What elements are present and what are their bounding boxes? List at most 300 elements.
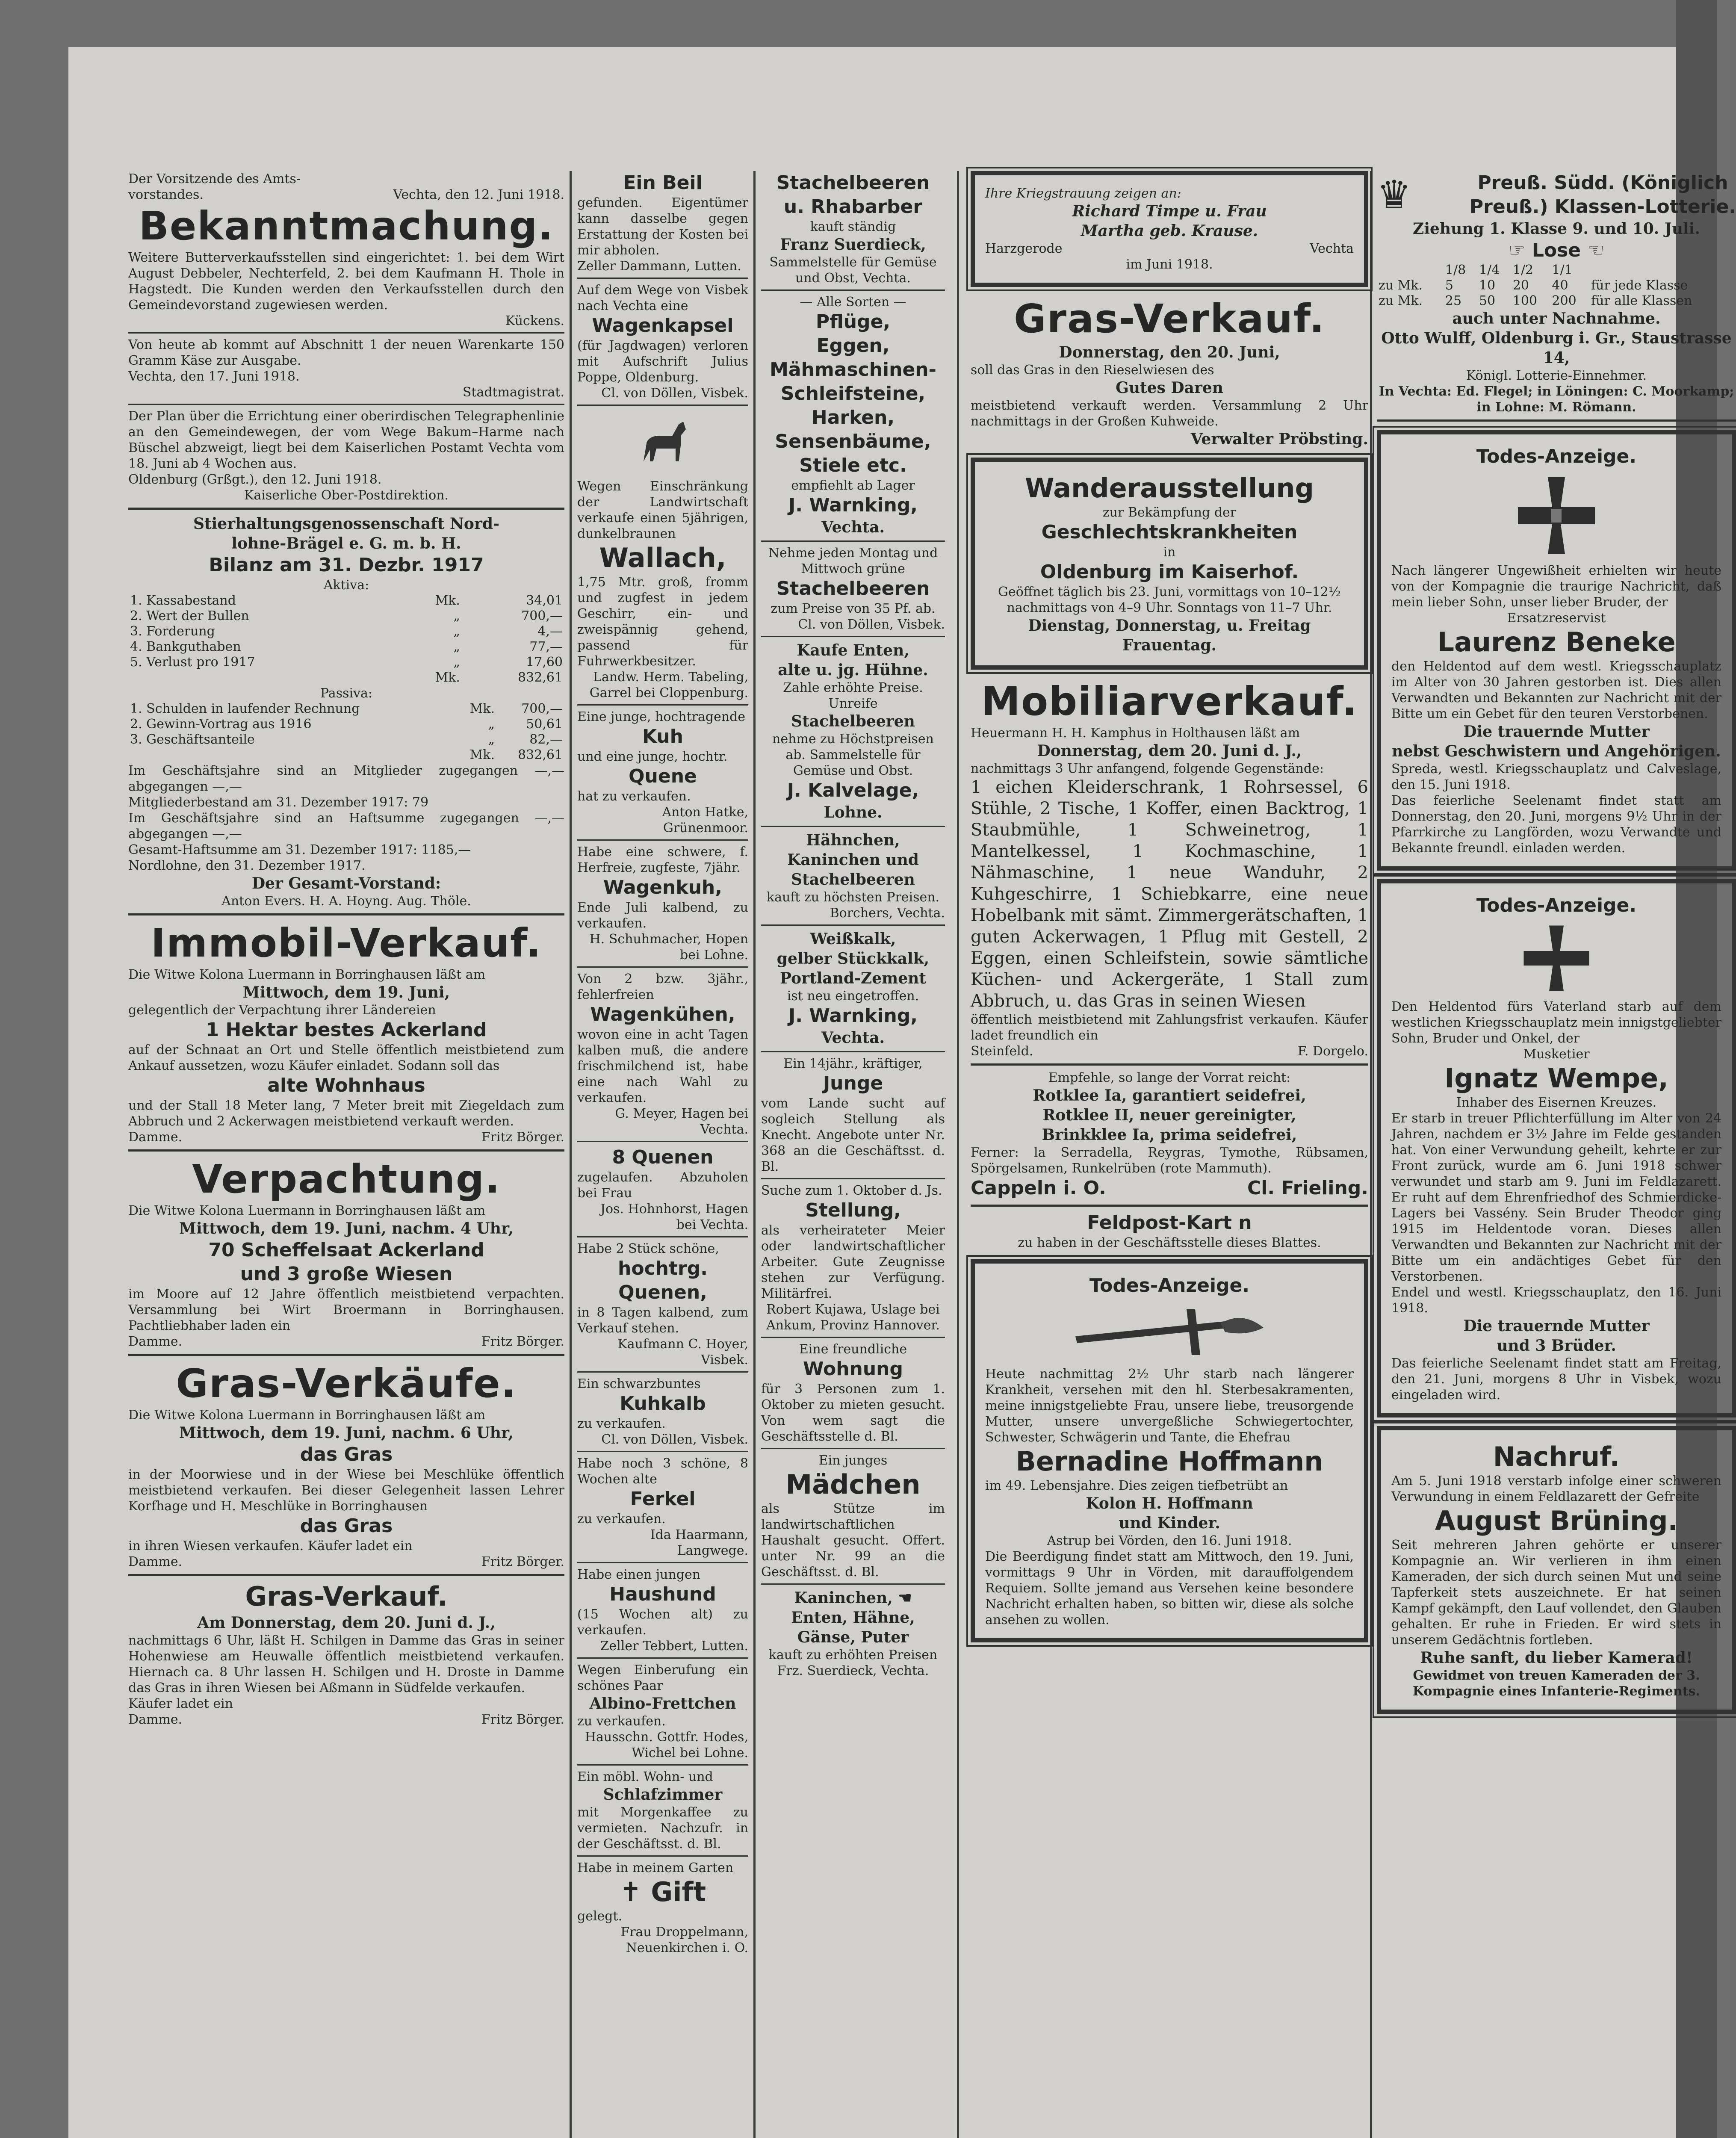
ad-place: Damme.	[128, 1554, 183, 1569]
obituary-name: Bernadine Hoffmann	[1016, 1446, 1323, 1477]
ad-verpachtung	[128, 1156, 564, 1350]
ad-date: im Juni 1918.	[1126, 257, 1213, 272]
ad-body: Habe 2 Stück schöne,	[577, 1241, 719, 1256]
amount: 700,—	[521, 701, 563, 716]
ad-title: Wagenkuh,	[603, 877, 722, 898]
obituary-beneke	[1377, 430, 1736, 871]
ad-title: Wanderausstellung	[1025, 472, 1314, 504]
ad-body: Zahle erhöhte Preise. Unreife	[783, 680, 923, 711]
ad-body: empfiehlt ab Lager	[791, 478, 915, 493]
ad-body: (15 Wochen alt) zu verkaufen.	[577, 1607, 748, 1638]
ad-list: 1 eichen Kleiderschrank, 1 Rohrsessel, 6 Stühle, 2 Tische, 1 Koffer, einen Backtrog, 1 Staubmühle, 1 Schweinetrog, 1 Mantelkessel, 1 Kochmaschine, 1 Nähmaschine, 1 neue Wanduhr, 2 Kuhgeschirre, 1 Schiebkarre, eine neue Hobelbank mit sämt. Zimmergerätschaften, 1 guten Ackerwagen, 1 Pflug mit Gestell, 2 Eggen, einen Schleifstein, sowie sämtliche Küchen- und Ackergeräte, 1 Stall zum Abbruch, u. das Gras in seinen Wiesen	[971, 777, 1368, 1011]
ad-body: für 3 Personen zum 1. Oktober zu mieten gesucht. Von wem sagt die Geschäftsstelle d. Bl.	[761, 1382, 945, 1444]
ad-signature: Ida Haarmann, Langwege.	[650, 1527, 748, 1558]
obituary-body: Heute nachmittag 2½ Uhr starb nach längerer Krankheit, versehen mit den hl. Sterbesakramenten, meine innigstgeliebte Frau, unsere liebe, treusorgende Mutter, unsere unvergeßliche Schwiegertochter, Schwester, Schwägerin und Tante, die Ehefrau	[985, 1367, 1354, 1445]
ad-body: in ihren Wiesen verkaufen. Käufer ladet ein	[128, 1539, 413, 1553]
table-row	[1377, 278, 1736, 293]
notice-body: Von heute ab kommt auf Abschnitt 1 der neuen Warenkarte 150 Gramm Käse zur Ausgabe.	[128, 337, 564, 368]
ad-title: hochtrg. Quenen,	[618, 1258, 708, 1303]
table-row	[1377, 263, 1736, 278]
ad-body: als Stütze im landwirtschaftlichen Haushalt gesucht. Offert. unter Nr. 99 an die Geschäftsst. d. Bl.	[761, 1501, 945, 1580]
ad-subtitle: Ziehung 1. Klasse 9. und 10. Juli.	[1413, 220, 1700, 238]
ad-place: Damme.	[128, 1130, 183, 1145]
ad-item: Rotklee Ia, garantiert seidefrei,	[1033, 1087, 1306, 1104]
ad-title: Mädchen	[785, 1469, 921, 1500]
ad-body: Wegen Einberufung ein schönes Paar	[577, 1663, 748, 1693]
ad-body: im Moore auf 12 Jahre öffentlich meistbietend verpachten. Versammlung bei Wirt Broermann in Borringhausen. Pachtliebhaber laden ein	[128, 1287, 564, 1333]
price: 40	[1552, 278, 1568, 293]
table-row	[128, 639, 564, 655]
amount: 34,01	[526, 593, 563, 608]
ad-signature: J. Warnking,	[788, 1005, 918, 1027]
price: 50	[1479, 293, 1496, 308]
obituary-body: Er starb in treuer Pflichterfüllung im Alter von 24 Jahren, nachdem er 3½ Jahre im Felde gestanden hat. Von einer Verwundung geheilt, kehrte er zur Front zurück, wurde am 6. Juni 1918 schwer verwundet und starb am 9. Juni im Feldlazarett. Er ruht auf dem Ehrenfriedhof des Schmierdicke-Lagers bei Vassény. Sein Bruder Theodor ging 1915 im Heldentode voran. Dieses allen Verwandten und Bekannten zur Nachricht mit der Bitte um ein andächtiges Gebet für den Verstorbenen.	[1391, 1111, 1721, 1284]
obituary-title: Todes-Anzeige.	[1476, 895, 1637, 916]
ad-balance-sheet	[128, 514, 564, 909]
ad-date: Am Donnerstag, dem 20. Juni d. J.,	[197, 1614, 496, 1632]
ad-title: Stellung,	[805, 1199, 901, 1221]
ad-item: Stachelbeeren	[791, 871, 915, 889]
obituary-body: den Heldentod auf dem westl. Kriegsschauplatz im Alter von 30 Jahren gestorben ist. Dies allen Verwandten und Bekannten zur Nachricht mit der Bitte um ein Gebet für den teuren Verstorbenen.	[1391, 659, 1721, 721]
obituary-rank: Ersatzreservist	[1507, 611, 1606, 626]
column-rule	[753, 171, 756, 2138]
obituary-title: Nachruf.	[1493, 1441, 1620, 1472]
column-2	[577, 171, 748, 2138]
currency: „	[453, 608, 460, 623]
ad-feldpost	[971, 1211, 1368, 1251]
ad-title: Stachelbeeren	[791, 712, 915, 730]
ad-title: Kaufe Enten,	[797, 641, 909, 659]
ad-title: Gras-Verkauf.	[1014, 296, 1325, 342]
ad-body: zum Preise von 35 Pf. ab.	[771, 601, 936, 616]
ad-body: (für Jagdwagen) verloren mit Aufschrift Julius Poppe, Oldenburg.	[577, 338, 748, 385]
obituary-body: Den Heldentod fürs Vaterland starb auf dem westlichen Kriegsschauplatz mein innigstgeliebter Sohn, Bruder und Onkel, der	[1391, 999, 1721, 1046]
ad-body: wovon eine in acht Tagen kalben muß, die andere frischmilchend ist, habe eine nach Wahl zu verkaufen.	[577, 1027, 748, 1105]
amount: 700,—	[521, 608, 563, 623]
notice-body: Weitere Butterverkaufsstellen sind eingerichtet: 1. bei dem Wirt August Debbeler, Nechterfeld, 2. bei dem Kaufmann H. Thole in Hagstedt. Die Kunden werden den Verkaufsstellen durch den Gemeindevorstand zugewiesen werden.	[128, 250, 564, 313]
ad-body: auf der Schnaat an Ort und Stelle öffentlich meistbietend zum Ankauf aussetzen, wozu Käufer einladet. Sodann soll das	[128, 1042, 564, 1073]
ad-highlight: das Gras	[300, 1515, 393, 1537]
ad-body: in der Moorwiese und in der Wiese bei Meschlüke öffentlich meistbietend verkaufen. Bei dieser Gelegenheit lassen Lehrer Korfhage und H. Meschlüke in Borringhausen	[128, 1467, 564, 1514]
ad-body: zu verkaufen.	[577, 1416, 666, 1431]
ad-body: Wegen Einschränkung der Landwirtschaft verkaufe einen 5jährigen, dunkelbraunen	[577, 479, 748, 541]
column-4	[971, 171, 1368, 2138]
price: 1/2	[1512, 263, 1534, 278]
ad-signature: Cl. von Döllen, Visbek.	[601, 386, 748, 401]
notice-title: Bekanntmachung.	[139, 203, 554, 249]
currency: Mk.	[435, 670, 460, 685]
ad-body: Ihre Kriegstrauung zeigen an:	[985, 186, 1181, 201]
ad-body: und der Stall 18 Meter lang, 7 Meter breit mit Ziegeldach zum Abbruch und 2 Ackerwagen meistbietend verkauft werden.	[128, 1098, 564, 1129]
ad-body: gefunden. Eigentümer kann dasselbe gegen Erstattung der Kosten bei mir abholen.	[577, 195, 748, 258]
newspaper-page	[68, 47, 1736, 2138]
amount: 832,61	[518, 670, 563, 685]
ad-wanderausstellung	[971, 458, 1368, 670]
obituary-body: Die Beerdigung findet statt am Mittwoch, den 19. Juni, vormittags 9 Uhr in Vörden, mit darauffolgendem Requiem. Sollte jemand aus Versehen keine besondere Nachricht erhalten haben, so bitten wir, diese als solche ansehen zu wollen.	[985, 1549, 1354, 1627]
ad-body: Ein junges	[818, 1453, 888, 1468]
ad-gras-verkauf-daren	[971, 295, 1368, 449]
ad-body: Königl. Lotterie-Einnehmer.	[1466, 368, 1647, 383]
obituary-signature: Kompagnie eines Infanterie-Regiments.	[1413, 1684, 1700, 1699]
ad-title: 8 Quenen	[612, 1146, 714, 1168]
price: 1/4	[1479, 263, 1500, 278]
ad-title: Schlafzimmer	[603, 1786, 723, 1804]
ad-body: öffentlich meistbietend mit Zahlungsfrist verkaufen. Käufer ladet freundlich ein	[971, 1012, 1368, 1043]
ad-body: und eine junge, hochtr.	[577, 749, 728, 764]
ad-highlight: Geschlechtskrankheiten	[1041, 521, 1298, 543]
currency: „	[453, 655, 460, 670]
ad-body: Auf dem Wege von Visbek nach Vechta eine	[577, 283, 748, 313]
ad-signature: Otto Wulff, Oldenburg i. Gr., Staustrasse 14,	[1381, 329, 1732, 367]
obituary-body: Seit mehreren Jahren gehörte er unserer Kompagnie an. Wir verlieren in ihm einen Kameraden, der sich durch seinen Mut und seine Tapferkeit stets auszeichnete. Er hat seinen Kampf gekämpft, den Lauf vollendet, den Glauben gehalten. Er ruhe in Frieden. Er wird stets in unserem Gedächtnis fortleben.	[1391, 1538, 1721, 1648]
pointing-hand-icon: ☚	[898, 1589, 912, 1607]
column-rule	[1370, 171, 1372, 2138]
ad-maedchen	[761, 1453, 945, 1580]
lottery-price-table	[1377, 263, 1736, 309]
ad-item: Mähmaschinen-	[770, 359, 936, 381]
ad-item: Pflüge,	[815, 311, 891, 333]
ad-item: Gänse, Puter	[797, 1628, 909, 1646]
obituary-name: August Brüning.	[1435, 1505, 1678, 1536]
ad-wallach	[577, 410, 748, 701]
ad-signature: Kaufmann C. Hoyer, Visbek.	[617, 1337, 748, 1367]
price-label: zu Mk.	[1379, 278, 1423, 293]
iron-cross-icon	[1514, 473, 1599, 558]
currency: Mk.	[435, 593, 460, 608]
ad-kalvelage	[761, 641, 945, 822]
ad-highlight: und 3 große Wiesen	[240, 1263, 453, 1285]
ad-gras-verkauf-schilgen	[128, 1580, 564, 1728]
ad-body: zur Bekämpfung der	[1102, 505, 1237, 520]
ad-place: Vechta.	[821, 518, 885, 536]
ad-title: Gras-Verkäufe.	[176, 1361, 517, 1406]
ad-signature: H. Schuhmacher, Hopen bei Lohne.	[589, 932, 748, 963]
obituary-name: Ignatz Wempe,	[1444, 1063, 1668, 1094]
ad-signature: Zeller Dammann, Lutten.	[577, 259, 741, 274]
price: 10	[1479, 278, 1496, 293]
currency: „	[453, 624, 460, 639]
obituary-body: Das feierliche Seelenamt findet statt am Donnerstag, den 20. Juni, morgens 9½ Uhr in der Pfarrkirche zu Langförden, wozu Verwandte und Bekannte freundl. einladen werden.	[1391, 793, 1721, 856]
ad-header: — Alle Sorten —	[800, 295, 906, 310]
ad-item: Kaninchen und	[787, 851, 919, 869]
table-row	[128, 717, 564, 732]
ad-date: Mittwoch, dem 19. Juni, nachm. 6 Uhr,	[179, 1424, 514, 1442]
ad-wagenkapsel	[577, 282, 748, 401]
obituary-family: und Kinder.	[1119, 1514, 1220, 1532]
ad-wagenkuh	[577, 844, 748, 963]
table-caption: Passiva:	[320, 686, 373, 701]
ad-body: mit Morgenkaffee zu vermieten. Nachzufr. in der Geschäftsst. d. Bl.	[577, 1805, 748, 1852]
ad-signature: Frau Droppelmann, Neuenkirchen i. O.	[620, 1925, 748, 1955]
ad-item: Harken,	[811, 407, 895, 428]
price-note: für jede Klasse	[1591, 278, 1688, 293]
cross-icon: ✝	[619, 1876, 651, 1908]
ad-body: 1,75 Mtr. groß, fromm und zugfest in jedem Geschirr, ein- und zweispännig gehend, passend für Fuhrwerkbesitzer.	[577, 575, 748, 669]
notice-header: vorstandes.	[128, 187, 204, 202]
obituary-date: Endel und westl. Kriegsschauplatz, den 16. Juni 1918.	[1391, 1285, 1721, 1316]
price: 25	[1445, 293, 1462, 308]
ad-kaninchen	[761, 1588, 945, 1679]
cross-wreath-icon	[1058, 1302, 1281, 1362]
ad-signature: Zeller Tebbert, Lutten.	[600, 1639, 748, 1654]
ad-body: zu verkaufen.	[577, 1512, 666, 1527]
ad-highlight: Dienstag, Donnerstag, u. Freitag	[1028, 617, 1311, 635]
amount: 832,61	[518, 747, 563, 762]
ad-date: Mittwoch, dem 19. Juni, nachm. 4 Uhr,	[179, 1220, 514, 1237]
item-label: 4. Bankguthaben	[130, 639, 241, 654]
ad-title: Wagenkapsel	[592, 315, 734, 337]
obituary-body: Nach längerer Ungewißheit erhielten wir heute von der Kompagnie die traurige Nachricht, daß mein lieber Sohn, unser lieber Bruder, der	[1391, 563, 1721, 610]
horse-icon	[631, 410, 695, 474]
ad-signature: Fritz Börger.	[481, 1334, 564, 1349]
obituary-rank: Musketier	[1523, 1047, 1590, 1062]
price: 1/1	[1552, 263, 1573, 278]
ad-title: Verpachtung.	[192, 1156, 501, 1202]
price-note: für alle Klassen	[1591, 293, 1692, 308]
column-rule	[957, 171, 959, 2138]
ad-hochtrg-quenen	[577, 1241, 748, 1368]
ad-title: Ferkel	[630, 1488, 696, 1510]
ad-frettchen	[577, 1662, 748, 1761]
ad-body: Habe noch 3 schöne, 8 Wochen alte	[577, 1456, 748, 1487]
ad-body: gelegentlich der Verpachtung ihrer Ländereien	[128, 1003, 436, 1018]
ad-lotterie	[1377, 171, 1736, 415]
obituary-family: und 3 Brüder.	[1497, 1337, 1616, 1355]
ad-title: Kuh	[642, 726, 683, 747]
ad-title: Stierhaltungsgenossenschaft Nord-	[193, 515, 499, 533]
obituary-family: Kolon H. Hoffmann	[1086, 1494, 1253, 1512]
ad-borchers	[761, 830, 945, 921]
obituary-title: Todes-Anzeige.	[1476, 446, 1637, 467]
price: 1/8	[1445, 263, 1466, 278]
ad-title: Gift	[651, 1876, 706, 1908]
ad-body: Eine junge, hochtragende	[577, 709, 746, 724]
ad-date: Donnerstag, den 20. Juni,	[1059, 343, 1280, 361]
pointing-hand-icon: ☞	[1509, 239, 1532, 261]
item-label: 1. Schulden in laufender Rechnung	[130, 701, 360, 716]
item-label	[128, 670, 402, 685]
ad-highlight: Lose	[1532, 239, 1581, 261]
table-row	[128, 670, 564, 685]
ad-place: Damme.	[128, 1334, 183, 1349]
ad-date: Donnerstag, dem 20. Juni d. J.,	[1037, 742, 1302, 760]
ad-body: gelegt.	[577, 1909, 623, 1924]
ad-ferkel	[577, 1456, 748, 1559]
ad-body: Ein 14jähr., kräftiger,	[783, 1056, 923, 1071]
pointing-hand-icon: ☜	[1581, 239, 1604, 261]
ad-title: Haushund	[609, 1583, 716, 1605]
ad-note: auch unter Nachnahme.	[1452, 310, 1661, 328]
column-5	[1377, 171, 1736, 2138]
ad-body: nehme zu Höchstpreisen ab. Sammelstelle für Gemüse und Obst.	[772, 732, 934, 778]
ad-item: Stiele etc.	[799, 455, 907, 476]
obituary-family: nebst Geschwistern und Angehörigen.	[1392, 742, 1721, 760]
aktiva-table	[128, 593, 564, 685]
ad-title: Bilanz am 31. Dezbr. 1917	[209, 554, 484, 576]
obituary-subtitle: Inhaber des Eisernen Kreuzes.	[1456, 1095, 1657, 1110]
ad-gift	[577, 1860, 748, 1956]
ad-title: Albino-Frettchen	[589, 1695, 736, 1713]
item-label: 2. Wert der Bullen	[130, 608, 249, 623]
passiva-table	[128, 701, 564, 763]
ad-title: Immobil-Verkauf.	[151, 920, 542, 966]
ad-name: Martha geb. Krause.	[1081, 222, 1258, 240]
price-label	[1377, 263, 1444, 278]
notice-cheese	[128, 337, 564, 400]
ad-title: Wallach,	[599, 542, 726, 573]
ad-body: Sammelstelle für Gemüse und Obst, Vechta.	[769, 255, 937, 286]
price: 20	[1512, 278, 1529, 293]
obituary-family: Die trauernde Mutter	[1463, 1317, 1650, 1335]
obituary-name: Laurenz Beneke	[1437, 626, 1676, 658]
table-row	[128, 701, 564, 717]
ad-item: gelber Stückkalk,	[776, 950, 930, 968]
ad-body: Nehme jeden Montag und Mittwoch grüne	[768, 546, 938, 576]
obituary-wempe	[1377, 879, 1736, 1417]
table-row	[128, 593, 564, 608]
ad-highlight: Oldenburg im Kaiserhof.	[1040, 561, 1299, 583]
ad-junge	[761, 1056, 945, 1175]
ad-signature: J. Warnking,	[788, 494, 918, 516]
ad-body: nachmittags 6 Uhr, läßt H. Schilgen in Damme das Gras in seiner Hohenwiese am Heuwalle öffentlich meistbietend verkaufen. Hiernach ca. 8 Uhr lassen H. Schilgen und H. Droste in Damme das Gras in ihren Wiesen bei Aßmann in Südfelde verkaufen.	[128, 1633, 564, 1695]
ad-item: Enten, Hähne,	[791, 1609, 915, 1627]
ad-signature: Cl. von Döllen, Visbek.	[601, 1432, 748, 1447]
table-row	[128, 624, 564, 639]
ad-kriegstrauung	[971, 171, 1368, 287]
ad-body: Ein möbl. Wohn- und	[577, 1769, 713, 1784]
table-row	[128, 747, 564, 763]
ad-kuh	[577, 709, 748, 836]
notice-date: Vechta, den 17. Juni 1918.	[128, 369, 300, 384]
ad-klee-frieling	[971, 1070, 1368, 1200]
ad-body: in 8 Tagen kalbend, zum Verkauf stehen.	[577, 1305, 748, 1336]
notice-date: Vechta, den 12. Juni 1918.	[393, 187, 564, 202]
ad-body: vom Lande sucht auf sogleich Stellung als Knecht. Angebote unter Nr. 368 an die Geschäftsst. d. Bl.	[761, 1096, 945, 1174]
obituary-body: im 49. Lebensjahre. Dies zeigen tiefbetrübt an	[985, 1478, 1288, 1493]
ad-title: Kuhkalb	[620, 1393, 706, 1415]
ad-title: Junge	[823, 1072, 883, 1094]
ad-title: Quene	[629, 765, 697, 787]
ad-wohnung	[761, 1341, 945, 1444]
ad-name: Richard Timpe u. Frau	[1072, 202, 1267, 220]
ad-haushund	[577, 1567, 748, 1654]
ad-place: Steinfeld.	[971, 1044, 1033, 1059]
notice-date: Oldenburg (Grßgt.), den 12. Juni 1918.	[128, 472, 382, 487]
ad-header: Empfehle, so lange der Vorrat reicht:	[1048, 1070, 1291, 1085]
currency: „	[488, 732, 495, 747]
ad-body: meistbietend verkauft werden. Versammlung 2 Uhr nachmittags in der Großen Kuhweide.	[971, 398, 1368, 429]
ad-title: Wohnung	[803, 1358, 903, 1380]
ad-body: hat zu verkaufen.	[577, 789, 691, 804]
ad-place: Damme.	[128, 1712, 183, 1727]
notice-signature: Kückens.	[505, 313, 564, 328]
ad-signature: Fritz Börger.	[481, 1554, 564, 1569]
ad-warnking-kalk	[761, 929, 945, 1048]
price: 5	[1445, 278, 1453, 293]
currency: Mk.	[469, 747, 495, 762]
ad-title: Gras-Verkauf.	[245, 1581, 448, 1612]
notice-butter	[128, 171, 564, 329]
ad-signature: Franz Suerdieck,	[780, 236, 926, 254]
ad-body: nachmittags 3 Uhr anfangend, folgende Gegenstände:	[971, 761, 1324, 776]
ad-body: Ein schwarzbuntes	[577, 1376, 701, 1391]
ad-body: kauft ständig	[810, 219, 896, 234]
ad-title: Stachelbeeren	[776, 172, 930, 194]
ad-title: Preuß.) Klassen-Lotterie.	[1469, 196, 1736, 218]
ad-body: Geöffnet täglich bis 23. Juni, vormittags von 10–12½ nachmittags von 4–9 Uhr. Sonntags von 11–7 Uhr.	[998, 585, 1341, 615]
ad-gras-verkaeufe	[128, 1360, 564, 1570]
ad-stellung	[761, 1183, 945, 1333]
item-label: 3. Geschäftsanteile	[130, 732, 255, 747]
currency: Mk.	[469, 701, 495, 716]
ad-place: Vechta.	[821, 1029, 885, 1047]
ad-body: Ende Juli kalbend, zu verkaufen.	[577, 900, 748, 931]
notice-signature: Kaiserliche Ober-Postdirektion.	[244, 488, 449, 503]
amount: 77,—	[529, 639, 563, 654]
column-rule	[570, 171, 572, 2138]
price-label: zu Mk.	[1379, 293, 1423, 308]
ad-signature: G. Meyer, Hagen bei Vechta.	[615, 1106, 748, 1137]
ad-body: kauft zu erhöhten Preisen	[768, 1648, 938, 1663]
obituary-signature: Gewidmet von treuen Kameraden der 3.	[1413, 1668, 1700, 1683]
ad-date: Mittwoch, dem 19. Juni,	[242, 983, 450, 1001]
ad-signature: Jos. Hohnhorst, Hagen bei Vechta.	[600, 1202, 748, 1232]
ad-highlight: 70 Scheffelsaat Ackerland	[208, 1239, 484, 1261]
ad-8-quenen	[577, 1146, 748, 1233]
eagle-crest-icon: ♛	[1377, 172, 1411, 217]
obituary-title: Todes-Anzeige.	[1089, 1275, 1250, 1296]
item-label: 5. Verlust pro 1917	[130, 655, 255, 670]
obituary-date: Spreda, westl. Kriegsschauplatz und Calveslage, den 15. Juni 1918.	[1391, 762, 1721, 792]
ad-title: Wagenkühen,	[590, 1004, 735, 1025]
ad-body: soll das Gras in den Rieselwiesen des	[971, 363, 1214, 378]
ad-highlight: Gutes Daren	[1116, 379, 1223, 397]
ad-signature: J. Kalvelage,	[787, 780, 919, 801]
ad-signature: Cl. von Döllen, Visbek.	[798, 617, 945, 632]
ad-body: Die Witwe Kolona Luermann in Borringhausen läßt am	[128, 1203, 486, 1218]
ad-body: Ferner: la Serradella, Reygras, Tymothe, Rübsamen, Spörgelsamen, Runkelrüben (rote Mammuth).	[971, 1145, 1368, 1176]
obituary-bruening	[1377, 1426, 1736, 1714]
ad-highlight: das Gras	[300, 1444, 393, 1465]
ad-body: Habe einen jungen	[577, 1567, 701, 1582]
ad-item: Kaninchen,	[794, 1589, 893, 1607]
ad-signature: Fritz Börger.	[481, 1712, 564, 1727]
ad-beil	[577, 171, 748, 274]
ad-title: alte u. jg. Hühne.	[778, 661, 928, 679]
ad-kuhkalb	[577, 1376, 748, 1447]
ad-schlafzimmer	[577, 1769, 748, 1852]
table-caption: Aktiva:	[323, 578, 369, 593]
ad-body: kauft zu höchsten Preisen.	[766, 890, 940, 905]
ad-signature: Cl. Frieling.	[1247, 1177, 1368, 1199]
ad-signature: Verwalter Pröbsting.	[1190, 430, 1368, 448]
ad-body: Habe in meinem Garten	[577, 1860, 734, 1875]
price: 100	[1512, 293, 1538, 308]
notice-signature: Stadtmagistrat.	[462, 385, 564, 400]
ad-body: Die Witwe Kolona Luermann in Borringhausen läßt am	[128, 1408, 486, 1423]
item-label: 1. Kassabestand	[130, 593, 236, 608]
ad-immobil-verkauf	[128, 920, 564, 1145]
ad-body: Eine freundliche	[799, 1342, 907, 1357]
ad-signature: Borchers, Vechta.	[830, 906, 945, 921]
ad-signature: Robert Kujawa, Uslage bei Ankum, Provinz Hannover.	[766, 1302, 940, 1333]
ad-item: Schleifsteine,	[780, 383, 926, 405]
amount: 17,60	[526, 655, 563, 670]
ad-signature: Hausschn. Gottfr. Hodes, Wichel bei Lohne.	[585, 1730, 748, 1760]
notice-date: Nordlohne, den 31. Dezember 1917.	[128, 858, 366, 873]
ad-place: Harzgerode	[985, 241, 1063, 256]
ad-item: Rotklee II, neuer gereinigter,	[1042, 1106, 1296, 1124]
